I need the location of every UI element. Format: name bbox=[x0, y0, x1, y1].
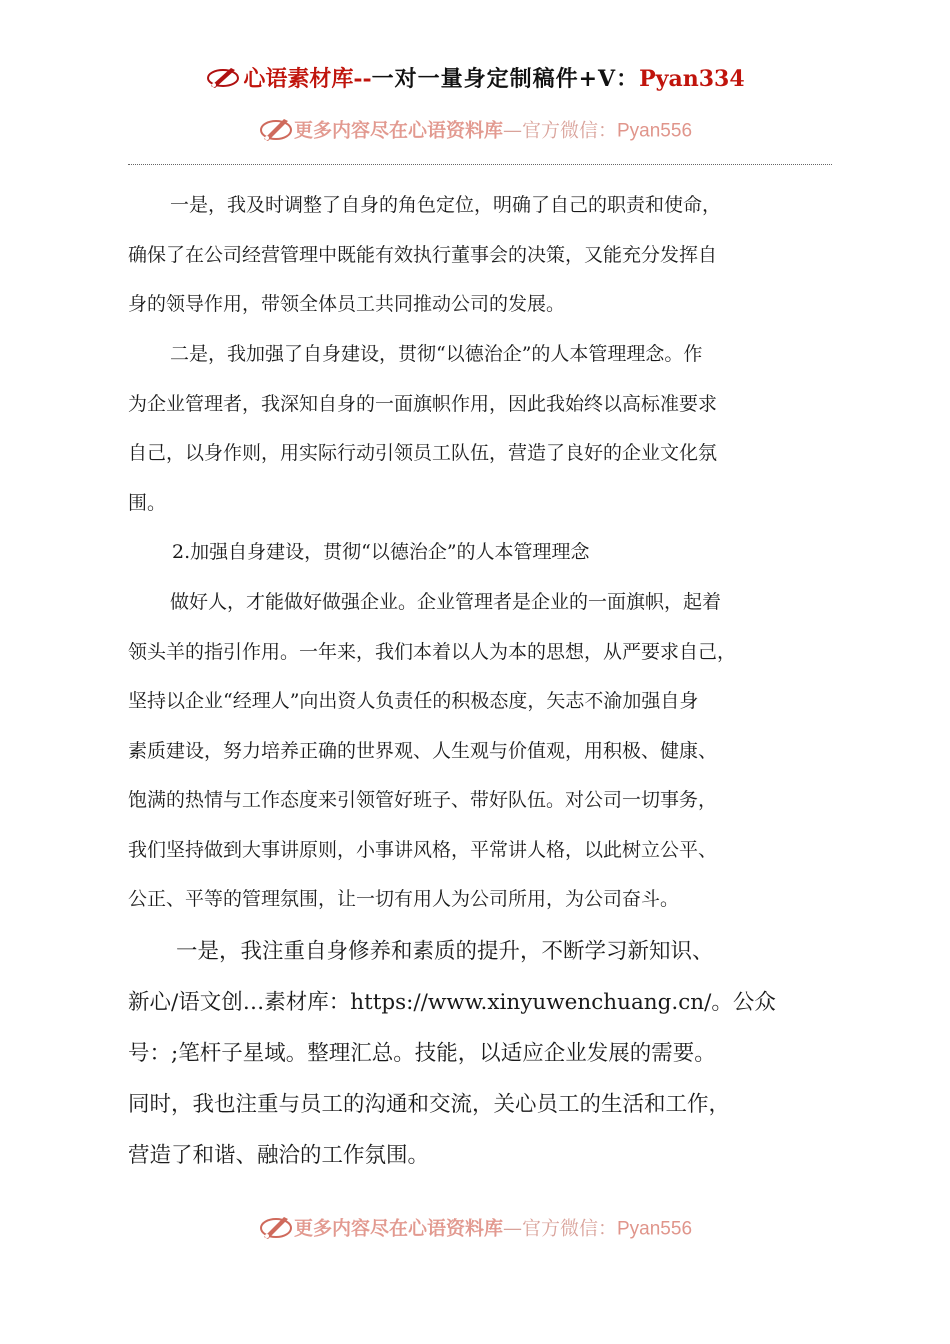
text-line: 二是，我加强了自身建设，贯彻“以德治企”的人本管理理念。作 bbox=[170, 343, 703, 365]
paragraph-3 bbox=[128, 578, 833, 925]
text-line: 素质建设，努力培养正确的世界观、人生观与价值观，用积极、健康、 bbox=[128, 739, 718, 762]
header-subtitle-main: 更多内容尽在心语资料库 bbox=[293, 119, 503, 142]
header-separator bbox=[128, 164, 832, 165]
header-subtitle bbox=[0, 114, 950, 149]
text-line: 为企业管理者，我深知自身的一面旗帜作用，因此我始终以高标准要求 bbox=[128, 392, 718, 415]
header-slogan: 一对一量身定制稿件+V： bbox=[371, 66, 640, 92]
text-line: 饱满的热情与工作态度来引领管好班子、带好队伍。对公司一切事务， bbox=[128, 789, 718, 811]
text-line: 公正、平等的管理氛围，让一切有用人为公司所用，为公司奋斗。 bbox=[128, 888, 680, 910]
paragraph-4 bbox=[128, 926, 833, 1181]
text-line: 一是，我注重自身修养和素质的提升，不断学习新知识、 bbox=[176, 939, 714, 964]
text-line: 号：;笔杆子星域。整理汇总。技能，以适应企业发展的需要。 bbox=[128, 1041, 716, 1066]
pen-logo-icon bbox=[258, 114, 294, 149]
section-heading bbox=[128, 528, 833, 578]
text-line: 身的领导作用，带领全体员工共同推动公司的发展。 bbox=[128, 293, 566, 315]
text-line: 领头羊的指引作用。一年来，我们本着以人为本的思想，从严要求自己， bbox=[128, 640, 737, 663]
header-subtitle-id: Pyan556 bbox=[617, 120, 693, 142]
text-line: 坚持以企业“经理人”向出资人负责任的积极态度，矢志不渝加强自身 bbox=[128, 690, 699, 712]
paragraph-2 bbox=[128, 330, 833, 528]
footer bbox=[0, 1212, 950, 1247]
text-line: 同时，我也注重与员工的沟通和交流，关心员工的生活和工作， bbox=[128, 1092, 731, 1117]
header-title bbox=[0, 62, 950, 96]
footer-dash: —官方微信： bbox=[502, 1217, 617, 1240]
text-line: 新心/语文创…素材库：https://www.xinyuwenchuang.cn/。公众 bbox=[128, 990, 776, 1015]
text-line: 自己，以身作则，用实际行动引领员工队伍，营造了良好的企业文化氛 bbox=[128, 442, 718, 464]
header-subtitle-dash: —官方微信： bbox=[502, 119, 617, 142]
footer-id: Pyan556 bbox=[617, 1218, 693, 1240]
paragraph-1 bbox=[128, 181, 833, 330]
text-line: 营造了和谐、融洽的工作氛围。 bbox=[128, 1143, 430, 1168]
text-line: 一是，我及时调整了自身的角色定位，明确了自己的职责和使命， bbox=[170, 194, 722, 216]
text-line: 围。 bbox=[128, 491, 167, 514]
header-wechat-id: Pyan334 bbox=[639, 66, 745, 92]
brand-name: 心语素材库-- bbox=[243, 66, 372, 92]
section-heading-text: 2.加强自身建设，贯彻“以德治企”的人本管理理念 bbox=[172, 541, 590, 563]
text-line: 我们坚持做到大事讲原则，小事讲风格，平常讲人格，以此树立公平、 bbox=[128, 838, 718, 861]
pen-logo-icon bbox=[205, 64, 241, 96]
footer-main: 更多内容尽在心语资料库 bbox=[293, 1217, 503, 1240]
text-line: 做好人，才能做好做强企业。企业管理者是企业的一面旗帜，起着 bbox=[170, 591, 722, 613]
pen-logo-icon bbox=[258, 1212, 294, 1247]
text-line: 确保了在公司经营管理中既能有效执行董事会的决策，又能充分发挥自 bbox=[128, 243, 718, 266]
